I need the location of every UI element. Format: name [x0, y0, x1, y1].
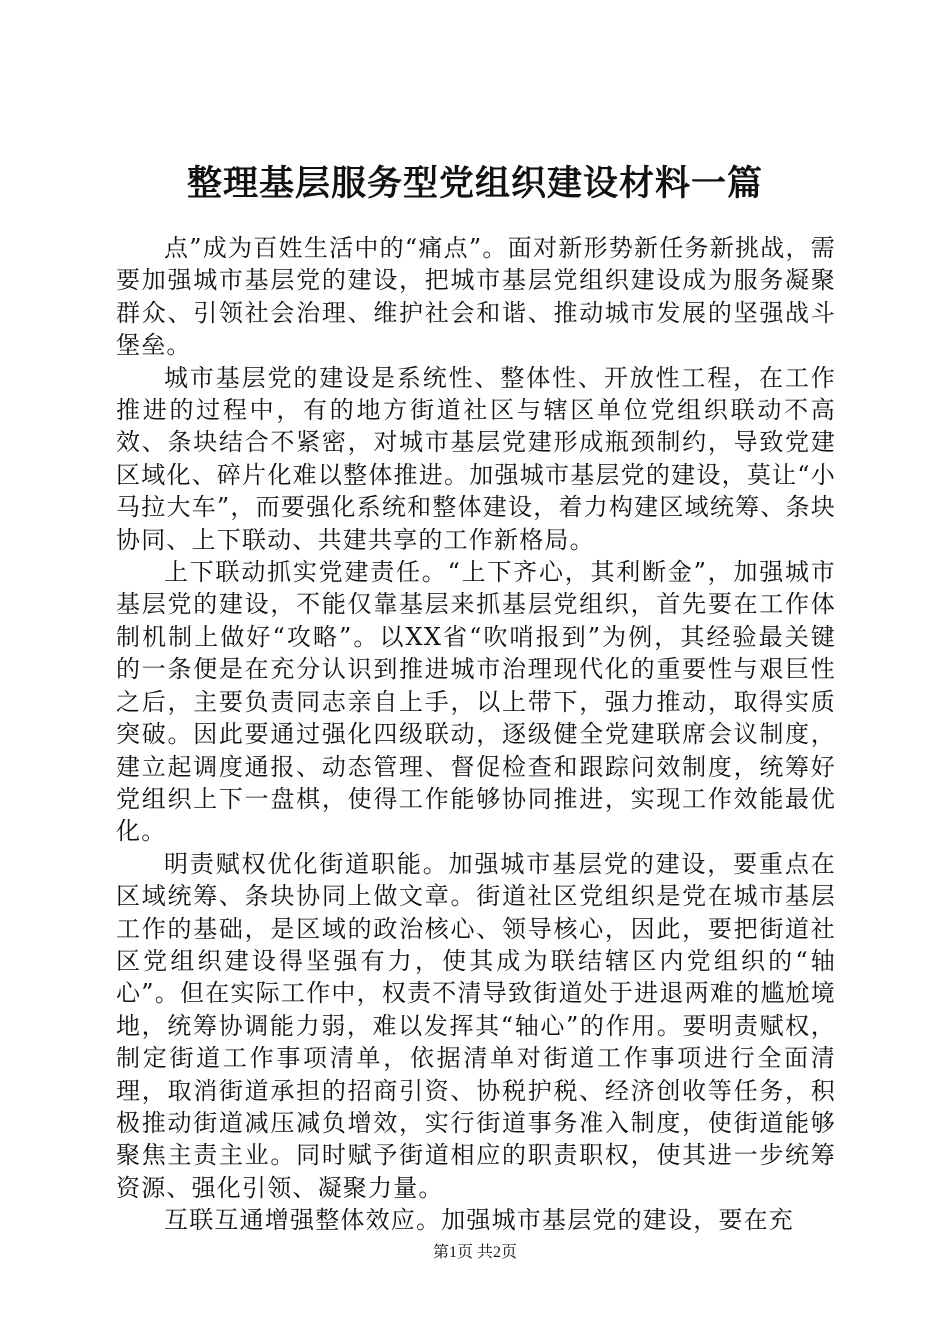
paragraph: 互联互通增强整体效应。加强城市基层党的建设，要在充 — [164, 1206, 794, 1235]
paragraph: 点”成为百姓生活中的“痛点”。面对新形势新任务新挑战，需要加强城市基层党的建设，把城市基层党组织建设成为服务凝聚群众、引领社会治理、维护社会和谐、推动城市发展的坚强战斗堡垒。 — [116, 234, 836, 360]
document-body — [116, 232, 836, 1237]
paragraph: 上下联动抓实党建责任。“上下齐心，其利断金”，加强城市基层党的建设，不能仅靠基层来抓基层党组织，首先要在工作体制机制上做好“攻略”。以XX省“吹哨报到”为例，其经验最关键的一条便是在充分认识到推进城市治理现代化的重要性与艰巨性之后，主要负责同志亲自上手，以上带下，强力推动，取得实质突破。因此要通过强化四级联动，逐级健全党建联席会议制度，建立起调度通报、动态管理、督促检查和跟踪问效制度，统筹好党组织上下一盘棋，使得工作能够协同推进，实现工作效能最优化。 — [116, 558, 836, 846]
page-number-footer: 第1页 共2页 — [432, 1244, 517, 1261]
paragraph: 城市基层党的建设是系统性、整体性、开放性工程，在工作推进的过程中，有的地方街道社区与辖区单位党组织联动不高效、条块结合不紧密，对城市基层党建形成瓶颈制约，导致党建区域化、碎片化难以整体推进。加强城市基层党的建设，莫让“小马拉大车”，而要强化系统和整体建设，着力构建区域统筹、条块协同、上下联动、共建共享的工作新格局。 — [116, 363, 836, 554]
paragraph: 明责赋权优化街道职能。加强城市基层党的建设，要重点在区域统筹、条块协同上做文章。街道社区党组织是党在城市基层工作的基础，是区域的政治核心、领导核心，因此，要把街道社区党组织建设得坚强有力，使其成为联结辖区内党组织的“轴心”。但在实际工作中，权责不清导致街道处于进退两难的尴尬境地，统筹协调能力弱，难以发挥其“轴心”的作用。要明责赋权，制定街道工作事项清单，依据清单对街道工作事项进行全面清理，取消街道承担的招商引资、协税护税、经济创收等任务，积极推动街道减压减负增效，实行街道事务准入制度，使街道能够聚焦主责主业。同时赋予街道相应的职责职权，使其进一步统筹资源、强化引领、凝聚力量。 — [116, 849, 836, 1202]
document-title: 整理基层服务型党组织建设材料一篇 — [186, 163, 763, 204]
